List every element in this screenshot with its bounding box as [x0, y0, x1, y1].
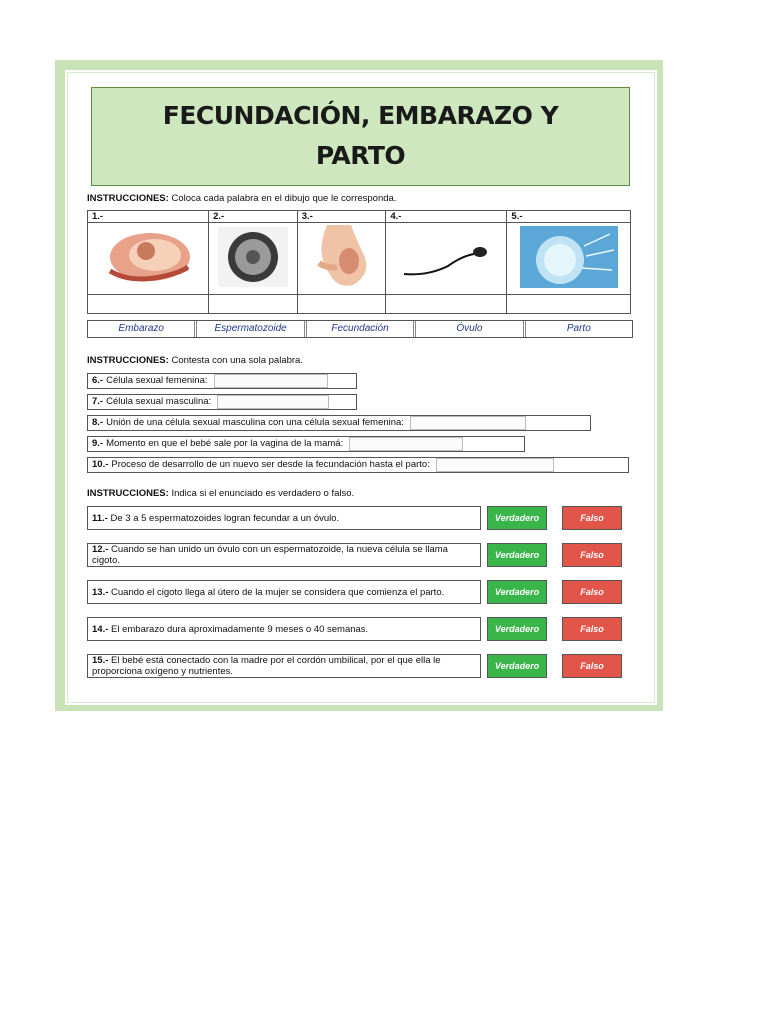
page-title-line-1: FECUNDACIÓN, EMBARAZO Y	[162, 101, 559, 130]
answer-cell[interactable]	[88, 295, 209, 314]
instructions-label: INSTRUCCIONES:	[87, 193, 169, 204]
answer-field[interactable]	[217, 395, 329, 409]
instructions-3	[87, 487, 635, 501]
statement-body: De 3 a 5 espermatozoides logran fecundar a un óvulo.	[110, 512, 340, 524]
question-row	[87, 415, 591, 431]
statement-number: 14.-	[92, 623, 109, 635]
answer-cell[interactable]	[386, 295, 507, 314]
worksheet-page	[65, 70, 657, 705]
word-tile[interactable]: Embarazo	[118, 323, 164, 334]
title-box	[91, 87, 630, 186]
instructions-2	[87, 354, 635, 368]
question-number: 7.-	[92, 396, 104, 407]
statement-row	[87, 580, 635, 604]
word-tile[interactable]: Óvulo	[413, 321, 522, 337]
word-bank	[87, 320, 633, 338]
instructions-text: Indica si el enunciado es verdadero o falso.	[168, 488, 355, 499]
true-button[interactable]: Verdadero	[487, 580, 547, 604]
answer-cell[interactable]	[507, 295, 631, 314]
question-row	[87, 373, 357, 389]
page-title-line-2: PARTO	[315, 141, 406, 170]
statement-body: El bebé está conectado con la madre por el cordón umbilical, por el que ella le proporciona oxígeno y nutrientes.	[92, 655, 441, 677]
statement-number: 12.-	[92, 544, 109, 555]
question-row	[87, 394, 357, 410]
false-button[interactable]: Falso	[562, 654, 622, 678]
question-number: 9.-	[92, 438, 104, 449]
statement-number: 15.-	[92, 655, 109, 666]
question-text: Célula sexual masculina:	[106, 396, 212, 407]
question-text: Célula sexual femenina:	[106, 375, 208, 386]
picture-table	[87, 210, 631, 314]
true-button[interactable]: Verdadero	[487, 654, 547, 678]
worksheet-content	[87, 192, 635, 678]
ovum-image	[209, 223, 298, 295]
statement-text	[87, 506, 481, 530]
instructions-text: Coloca cada palabra en el dibujo que le corresponda.	[168, 193, 397, 204]
true-button[interactable]: Verdadero	[487, 506, 547, 530]
true-button[interactable]: Verdadero	[487, 617, 547, 641]
word-tile[interactable]: Espermatozoide	[194, 321, 303, 337]
answer-field[interactable]	[410, 416, 526, 430]
statement-body: Cuando se han unido un óvulo con un espermatozoide, la nueva célula se llama cigoto.	[92, 544, 448, 566]
picture-number: 1.-	[88, 211, 209, 223]
statement-text	[87, 543, 481, 567]
true-button[interactable]: Verdadero	[487, 543, 547, 567]
picture-number: 2.-	[209, 211, 298, 223]
sperm-image	[386, 223, 507, 295]
word-tile[interactable]: Fecundación	[304, 321, 413, 337]
false-button[interactable]: Falso	[562, 543, 622, 567]
instructions-label: INSTRUCCIONES:	[87, 355, 169, 366]
statement-row	[87, 617, 635, 641]
false-button[interactable]: Falso	[562, 506, 622, 530]
statement-body: Cuando el cigoto llega al útero de la mujer se considera que comienza el parto.	[111, 586, 445, 598]
worksheet-frame	[55, 60, 663, 711]
fertilization-image	[507, 223, 631, 295]
question-text: Unión de una célula sexual masculina con una célula sexual femenina:	[106, 417, 404, 428]
question-row	[87, 457, 629, 473]
question-number: 6.-	[92, 375, 104, 386]
answer-cell[interactable]	[209, 295, 298, 314]
answer-cell[interactable]	[297, 295, 386, 314]
question-number: 8.-	[92, 417, 104, 428]
picture-number: 5.-	[507, 211, 631, 223]
answer-field[interactable]	[214, 374, 328, 388]
instructions-text: Contesta con una sola palabra.	[168, 355, 303, 366]
word-tile[interactable]: Parto	[523, 321, 632, 337]
statement-row	[87, 506, 635, 530]
statement-row	[87, 654, 635, 678]
false-button[interactable]: Falso	[562, 580, 622, 604]
statement-body: El embarazo dura aproximadamente 9 meses o 40 semanas.	[111, 623, 369, 635]
question-row	[87, 436, 525, 452]
picture-number: 4.-	[386, 211, 507, 223]
statement-text	[87, 580, 481, 604]
fetus-in-womb-image	[88, 223, 209, 295]
statement-text	[87, 617, 481, 641]
question-text: Momento en que el bebé sale por la vagina de la mamá:	[106, 438, 344, 449]
false-button[interactable]: Falso	[562, 617, 622, 641]
statement-row	[87, 543, 635, 567]
statement-number: 13.-	[92, 586, 109, 598]
answer-field[interactable]	[436, 458, 554, 472]
picture-number: 3.-	[297, 211, 386, 223]
instructions-1	[87, 192, 635, 206]
statement-text	[87, 654, 481, 678]
answer-field[interactable]	[349, 437, 463, 451]
statement-number: 11.-	[92, 512, 108, 524]
question-number: 10.-	[92, 459, 109, 470]
pregnant-belly-image	[297, 223, 386, 295]
question-text: Proceso de desarrollo de un nuevo ser desde la fecundación hasta el parto:	[111, 459, 430, 470]
instructions-label: INSTRUCCIONES:	[87, 488, 169, 499]
